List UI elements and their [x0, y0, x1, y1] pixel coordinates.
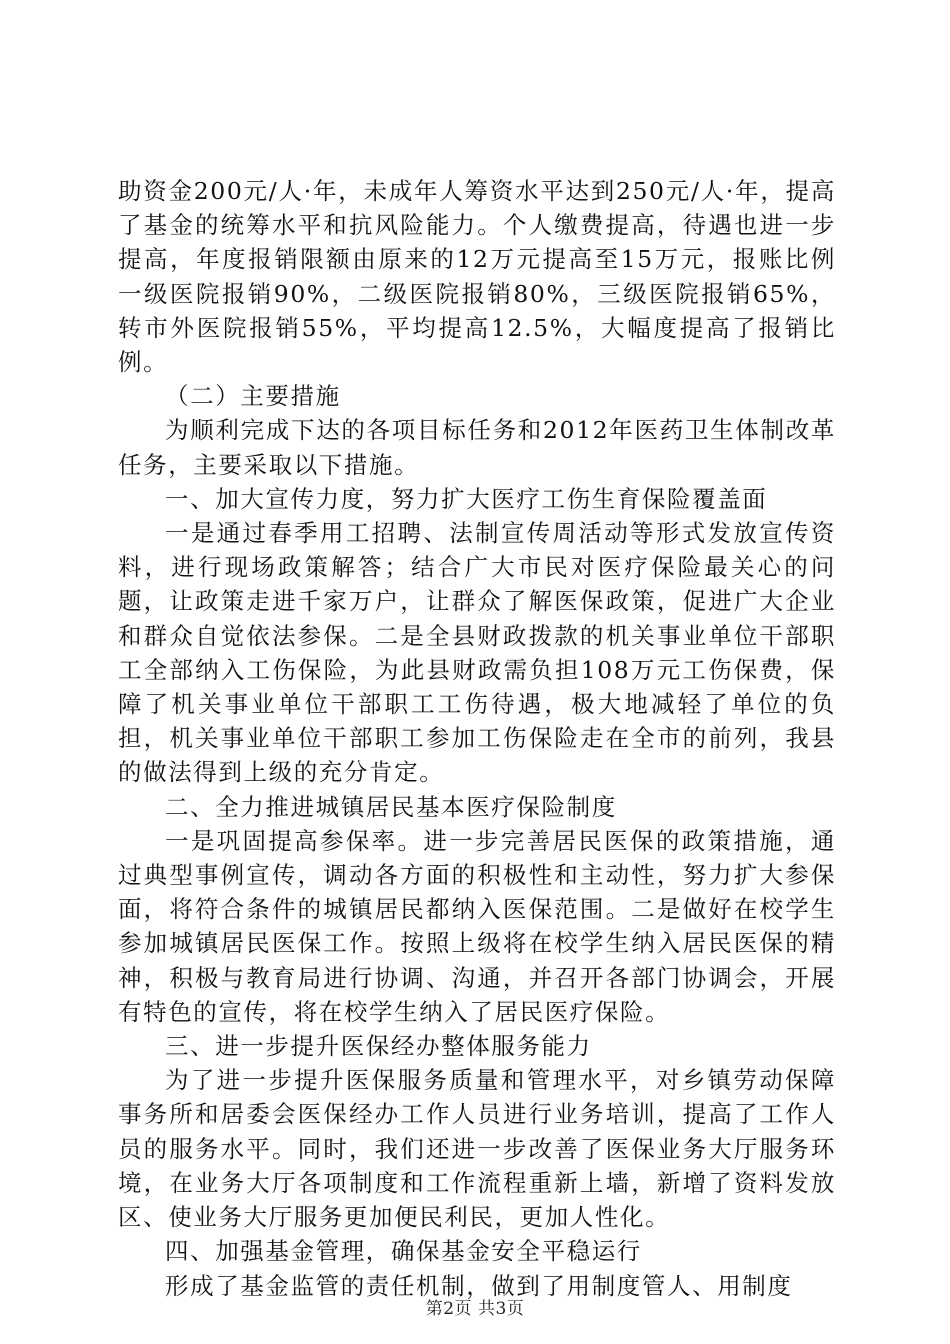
- paragraph-measure-3: 为了进一步提升医保服务质量和管理水平，对乡镇劳动保障事务所和居委会医保经办工作人员进行业务培训，提高了工作人员的服务水平。同时，我们还进一步改善了医保业务大厅服务环境，在业务大厅各项制度和工作流程重新上墙，新增了资料发放区、使业务大厅服务更加便民利民，更加人性化。: [118, 1066, 836, 1232]
- heading-measure-1: 一、加大宣传力度，努力扩大医疗工伤生育保险覆盖面: [165, 484, 768, 513]
- heading-measure-3: 三、进一步提升医保经办整体服务能力: [165, 1032, 592, 1061]
- paragraph-measure-4: 形成了基金监管的责任机制，做到了用制度管人、用制度: [165, 1271, 793, 1300]
- paragraph-measure-1: 一是通过春季用工招聘、法制宣传周活动等形式发放宣传资料，进行现场政策解答；结合广大市民对医疗保险最关心的问题，让政策走进千家万户，让群众了解医保政策，促进广大企业和群众自觉依法参保。二是全县财政拨款的机关事业单位干部职工全部纳入工伤保险，为此县财政需负担108万元工伤保费，保障了机关事业单位干部职工工伤待遇，极大地减轻了单位的负担，机关事业单位干部职工参加工伤保险走在全市的前列，我县的做法得到上级的充分肯定。: [118, 519, 836, 787]
- heading-measure-4: 四、加强基金管理，确保基金安全平稳运行: [165, 1237, 642, 1266]
- section-heading-main-measures: （二）主要措施: [165, 382, 341, 411]
- paragraph-measure-2: 一是巩固提高参保率。进一步完善居民医保的政策措施，通过典型事例宣传，调动各方面的积极性和主动性，努力扩大参保面，将符合条件的城镇居民都纳入医保范围。二是做好在校学生参加城镇居民医保工作。按照上级将在校学生纳入居民医保的精神，积极与教育局进行协调、沟通，并召开各部门协调会，开展有特色的宣传，将在校学生纳入了居民医疗保险。: [118, 826, 836, 1026]
- paragraph-continued: 助资金200元/人·年，未成年人筹资水平达到250元/人·年，提高了基金的统筹水平和抗风险能力。个人缴费提高，待遇也进一步提高，年度报销限额由原来的12万元提高至15万元，报账比例一级医院报销90%，二级医院报销80%，三级医院报销65%，转市外医院报销55%，平均提高12.5%，大幅度提高了报销比例。: [118, 177, 836, 377]
- page-number-footer: 第2页 共3页: [425, 1299, 525, 1319]
- paragraph-intro-measures: 为顺利完成下达的各项目标任务和2012年医药卫生体制改革任务，主要采取以下措施。: [118, 416, 836, 479]
- document-body: [118, 174, 836, 1303]
- heading-measure-2: 二、全力推进城镇居民基本医疗保险制度: [165, 792, 617, 821]
